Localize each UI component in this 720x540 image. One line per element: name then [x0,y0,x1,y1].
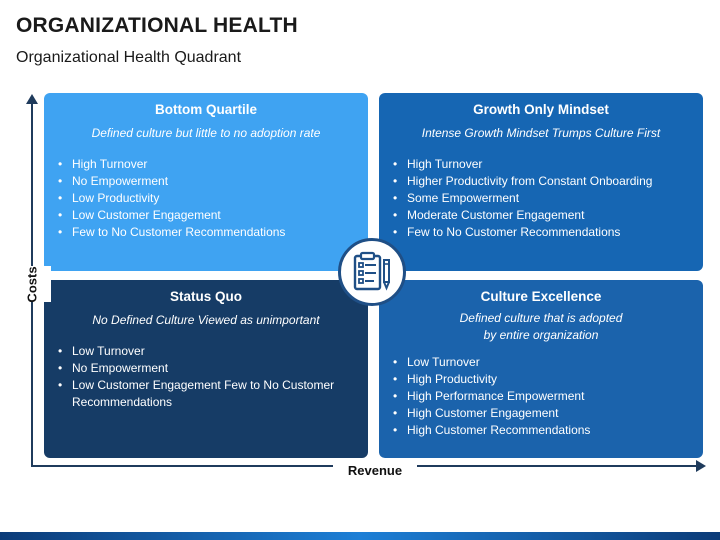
quadrant-description: Defined culture but little to no adoption rate [91,126,321,140]
list-item: • Few to No Customer Recommendations [393,224,689,241]
y-axis-label [13,266,51,302]
quadrant-title: Bottom Quartile [154,102,257,117]
quadrant-bullet-list [58,156,354,241]
list-item: • High Customer Engagement [393,405,689,422]
description-line-1: Defined culture that is adopted [459,311,623,325]
quadrant-bullet-list [393,354,689,439]
page-subtitle: Organizational Health Quadrant [16,49,242,66]
list-item: • High Turnover [58,156,354,173]
list-item: • No Empowerment [58,173,354,190]
list-item: • High Turnover [393,156,689,173]
list-item: • Low Customer Engagement Few to No Customer Recommendations [58,377,354,411]
description-line-2: by entire organization [483,328,599,342]
quadrant-growth-only-mindset [379,93,703,271]
list-item: • Low Productivity [58,190,354,207]
x-axis-label: Revenue [333,458,417,482]
list-item: • Some Empowerment [393,190,689,207]
list-item: • Low Turnover [393,354,689,371]
list-item: • High Customer Recommendations [393,422,689,439]
quadrant-description: Intense Growth Mindset Trumps Culture First [421,126,661,140]
page-title: ORGANIZATIONAL HEALTH [16,14,298,37]
quadrant-description: No Defined Culture Viewed as unimportant [92,313,320,327]
x-axis-arrow-icon [696,460,706,472]
list-item: • Few to No Customer Recommendations [58,224,354,241]
quadrant-status-quo [44,280,368,458]
bottom-accent-bar [0,532,720,540]
list-item: • High Performance Empowerment [393,388,689,405]
y-axis-label-text: Costs [24,265,40,303]
list-item: • No Empowerment [58,360,354,377]
quadrant-title: Status Quo [169,289,242,304]
quadrant-bullet-list [58,343,354,411]
quadrant-bottom-quartile [44,93,368,271]
y-axis-arrow-icon [26,94,38,104]
list-item: • High Productivity [393,371,689,388]
quadrant-description [393,310,689,344]
quadrant-title: Culture Excellence [480,289,602,304]
clipboard-checklist-icon [338,238,406,306]
quadrant-culture-excellence [379,280,703,458]
list-item: • Moderate Customer Engagement [393,207,689,224]
list-item: • Low Customer Engagement [58,207,354,224]
list-item: • Higher Productivity from Constant Onboarding [393,173,689,190]
quadrant-bullet-list [393,156,689,241]
clipboard-icon [350,250,394,294]
list-item: • Low Turnover [58,343,354,360]
quadrant-title: Growth Only Mindset [473,102,609,117]
